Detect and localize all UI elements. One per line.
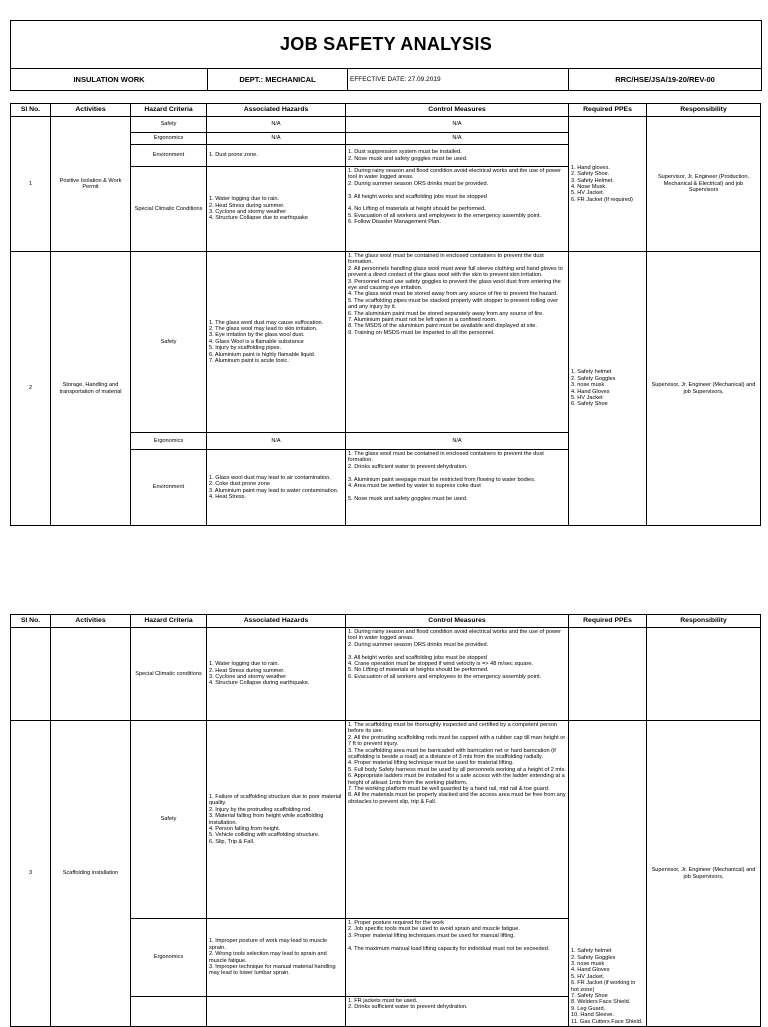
responsibility-cell: Supervisor, Jr. Engineer (Production, Mechanical & Electrical) and job Supervisors	[647, 117, 761, 252]
associated-hazards-cell: 1. Glass wool dust may lead to air contamination. 2. Coke dust prone zone 3. Aluminium paint may lead to water contamination. 4. Heat Stress.	[207, 450, 346, 526]
control-measures-cell: 1. Dust suppression system must be installed. 2. Nose musk and safety goggles must be used.	[346, 145, 569, 167]
control-measures-cell: 1. Proper posture required for the work 2. Job specific tools must be used to avoid sprain and muscle fatigue. 3. Proper material lifting techniques must be used for manual lifting. 4. The maximum manual load lifting capacity for individual must not be exceeded.	[346, 919, 569, 997]
associated-hazards-cell: 1. Improper posture of work may lead to muscle sprain. 2. Wrong tools selection may lead to sprain and muscle fatigue. 3. Improper technique for manual material handling may lead to lower lumbar sprain.	[207, 919, 346, 997]
col-required-ppes: Required PPEs	[569, 104, 647, 117]
document-header	[10, 20, 762, 91]
hazard-criteria-cell: Environment	[131, 450, 207, 526]
col-responsibility: Responsibility	[647, 615, 761, 628]
control-measures-cell: 1. The scaffolding must be thoroughly inspected and certified by a competent person before its use. 2. All the protruding scaffolding rods must be capped with a rubber cap till man height or 7 ft to prevent injury. 3. The scaffolding area must be barricaded with barrication net or hard barrication (if scaffolding is beside a road) at a distance of 3 mts from the scaffolding radially. 4. Proper material lifting technique must be used for material lifting. 5. Full body Safety harness must be used by all personnels working at a height of 2 mts. 6. Appropriate ladders must be installed for a safe access with the ladder extending at a height of atleast 1mts from the working platform. 7. The working platform must be well guarded by a hand rail, mid rail & toe guard. 8. All the materials must be properly stacked and the access area must be free from any obstacles to prevent slip, trip & Fall.	[346, 721, 569, 919]
col-responsibility: Responsibility	[647, 104, 761, 117]
document-title: JOB SAFETY ANALYSIS	[11, 21, 761, 69]
col-sl-no: Sl No.	[11, 104, 51, 117]
associated-hazards-cell: 1. Failure of scaffolding structure due to poor material quality. 2. Injury by the protruding scaffolding rod. 3. Material falling from height while scaffolding installation. 4. Person falling from height. 5. Vehicle colliding with scaffolding structure. 6. Slip, Trip & Fall.	[207, 721, 346, 919]
col-control-measures: Control Measures	[346, 615, 569, 628]
required-ppes-cell: 1. Safety helmet 2. Safety Goggles 3. nose musk 4. Hand Gloves 5. HV Jacket. 6. FR Jacket (if working in hot zone) 7. Safety Shoe 8. Welders Face Shield. 9. Leg Guard. 10. Hand Sleeve. 11. Gas Cutters Face Shield.	[569, 721, 647, 1027]
control-measures-cell: N/A	[346, 133, 569, 145]
document-reference: RRC/HSE/JSA/19-20/REV-00	[615, 75, 715, 84]
col-associated-hazards: Associated Hazards	[207, 104, 346, 117]
hazard-criteria-cell: Ergonomics	[131, 433, 207, 450]
responsibility-cell: Supervisor, Jr. Engineer (Mechanical) and job Supervisors,	[647, 252, 761, 526]
associated-hazards-cell	[207, 997, 346, 1027]
hazard-criteria-cell: Ergonomics	[131, 133, 207, 145]
control-measures-cell: N/A	[346, 433, 569, 450]
table-row	[11, 628, 761, 721]
col-associated-hazards: Associated Hazards	[207, 615, 346, 628]
associated-hazards-cell: N/A	[207, 433, 346, 450]
associated-hazards-cell: 1. Water logging due to rain. 2. Heat Stress during summer. 3. Cyclone and stormy weather 4. Structure Collapse during earthquake.	[207, 628, 346, 721]
jsa-table-page-1	[10, 103, 761, 526]
responsibility-cell	[647, 628, 761, 721]
hazard-criteria-cell: Special Climatic conditions	[131, 628, 207, 721]
sl-no-cell: 1	[11, 117, 51, 252]
activity-cell: Positive Isolation & Work Permit	[51, 117, 131, 252]
hazard-criteria-cell: Safety	[131, 252, 207, 433]
control-measures-cell: 1. During rainy season and flood condition avoid electrical works and the use of power tool in water logged areas. 2. During summer season ORS drinks must be provided. 3. All height works and scaffolding jobs must be stopped 4. Crane operation must be stopped if wind velocity is => 48 m/sec square. 5. No Lifting of materials at heights should be performed. 6. Evacuation of all workers and employees to the emergency assembly point.	[346, 628, 569, 721]
control-measures-cell: 1. FR jackets must be used. 2. Drinks sufficient water to prevent dehydration.	[346, 997, 569, 1027]
effective-date: EFFECTIVE DATE: 27.09.2019	[348, 69, 569, 90]
activity-cell	[51, 628, 131, 721]
col-control-measures: Control Measures	[346, 104, 569, 117]
control-measures-cell: 1. The glass wool must be contained in enclosed containers to prevent the dust formation. 2. All personnels handling glass wool must wear full sleeve clothing and hand gloves to prevent a direct contact of the glass wool with the skin to prevent skin irritation. 3. Personnel must use safety goggles to prevent the glass wool dust from entering the eye and causing eye irritation. 4. The glass wool must be stored away from any source of fire to prevent fire hazard. 5. The scaffolding pipes must be stacked properly with stopper to prevent rolling over and any injury by it. 6. The aluminium paint must be stored separately away from any source of fire. 7. Aluminium paint must not be left open in a confined room. 8. The MSDS of the aluminium paint must be available and displayed at site. 9. Training on MSDS must be imparted to all the personnel.	[346, 252, 569, 433]
table-row	[11, 117, 761, 133]
sl-no-cell	[11, 628, 51, 721]
associated-hazards-cell: N/A	[207, 133, 346, 145]
associated-hazards-cell: 1. Dust prone zone.	[207, 145, 346, 167]
control-measures-cell: 1. During rainy season and flood condition avoid electrical works and the use of power tool in water logged areas. 2. During summer season ORS drinks must be provided. 3. All height works and scaffolding jobs must be stopped 4. No Lifting of materials at height should be performed. 5. Evacuation of all workers and employees to the emergency assembly point. 6. Follow Disaster Management Plan.	[346, 167, 569, 252]
sl-no-cell: 2	[11, 252, 51, 526]
jsa-table-page-2	[10, 614, 761, 1027]
activity-cell: Scaffolding installation	[51, 721, 131, 1027]
control-measures-cell: 1. The glass wool must be contained in enclosed containers to prevent the dust formation. 2. Drinks sufficient water to prevent dehydration. 3. Aluminium paint seepage must be restricted from flowing to water bodies. 4. Area must be wetted by water to supress coke dust 5. Nose musk and safety goggles must be used.	[346, 450, 569, 526]
required-ppes-cell: 1. Safety helmet 2. Safety Goggles 3. nose musk 4. Hand Gloves 5. HV Jacket 6. Safety Shoe	[569, 252, 647, 526]
required-ppes-cell	[569, 628, 647, 721]
activity-cell: Storage, Handling and transportation of material	[51, 252, 131, 526]
col-activities: Activities	[51, 615, 131, 628]
work-type: INSULATION WORK	[11, 69, 208, 90]
department: DEPT.: MECHANICAL	[208, 69, 348, 90]
associated-hazards-cell: N/A	[207, 117, 346, 133]
table-row	[11, 252, 761, 433]
col-required-ppes: Required PPEs	[569, 615, 647, 628]
sl-no-cell: 3	[11, 721, 51, 1027]
table-header-row	[11, 104, 761, 117]
table-row	[11, 721, 761, 919]
col-hazard-criteria: Hazard Criteria	[131, 615, 207, 628]
required-ppes-cell: 1. Hand gloves. 2. Safety Shoe. 3. Safety Helmet. 4. Nose Musk. 5. HV Jacket. 6. FR Jacket (If required)	[569, 117, 647, 252]
responsibility-cell: Supervisor, Jr. Engineer (Mechanical) and job Supervisors,	[647, 721, 761, 1027]
hazard-criteria-cell: Environment	[131, 145, 207, 167]
table-header-row	[11, 615, 761, 628]
hazard-criteria-cell	[131, 997, 207, 1027]
hazard-criteria-cell: Ergonomics	[131, 919, 207, 997]
col-sl-no: Sl No.	[11, 615, 51, 628]
associated-hazards-cell: 1. The glass wool dust may cause suffocation. 2. The glass wool may lead to skin irritation. 3. Eye irritation by the glass wool dust. 4. Glass Wool is a flamable substance 5. Injury by scaffolding pipes. 6. Aluminium paint is highly flamable liquid. 7. Aluminum paint is acute toxic.	[207, 252, 346, 433]
hazard-criteria-cell: Special Climatic Conditions	[131, 167, 207, 252]
hazard-criteria-cell: Safety	[131, 117, 207, 133]
hazard-criteria-cell: Safety	[131, 721, 207, 919]
control-measures-cell: N/A	[346, 117, 569, 133]
col-hazard-criteria: Hazard Criteria	[131, 104, 207, 117]
header-info-row	[11, 69, 761, 90]
associated-hazards-cell: 1. Water logging due to rain. 2. Heat Stress during summer. 3. Cyclone and stormy weather 4. Structure Collapse due to earthquake	[207, 167, 346, 252]
col-activities: Activities	[51, 104, 131, 117]
